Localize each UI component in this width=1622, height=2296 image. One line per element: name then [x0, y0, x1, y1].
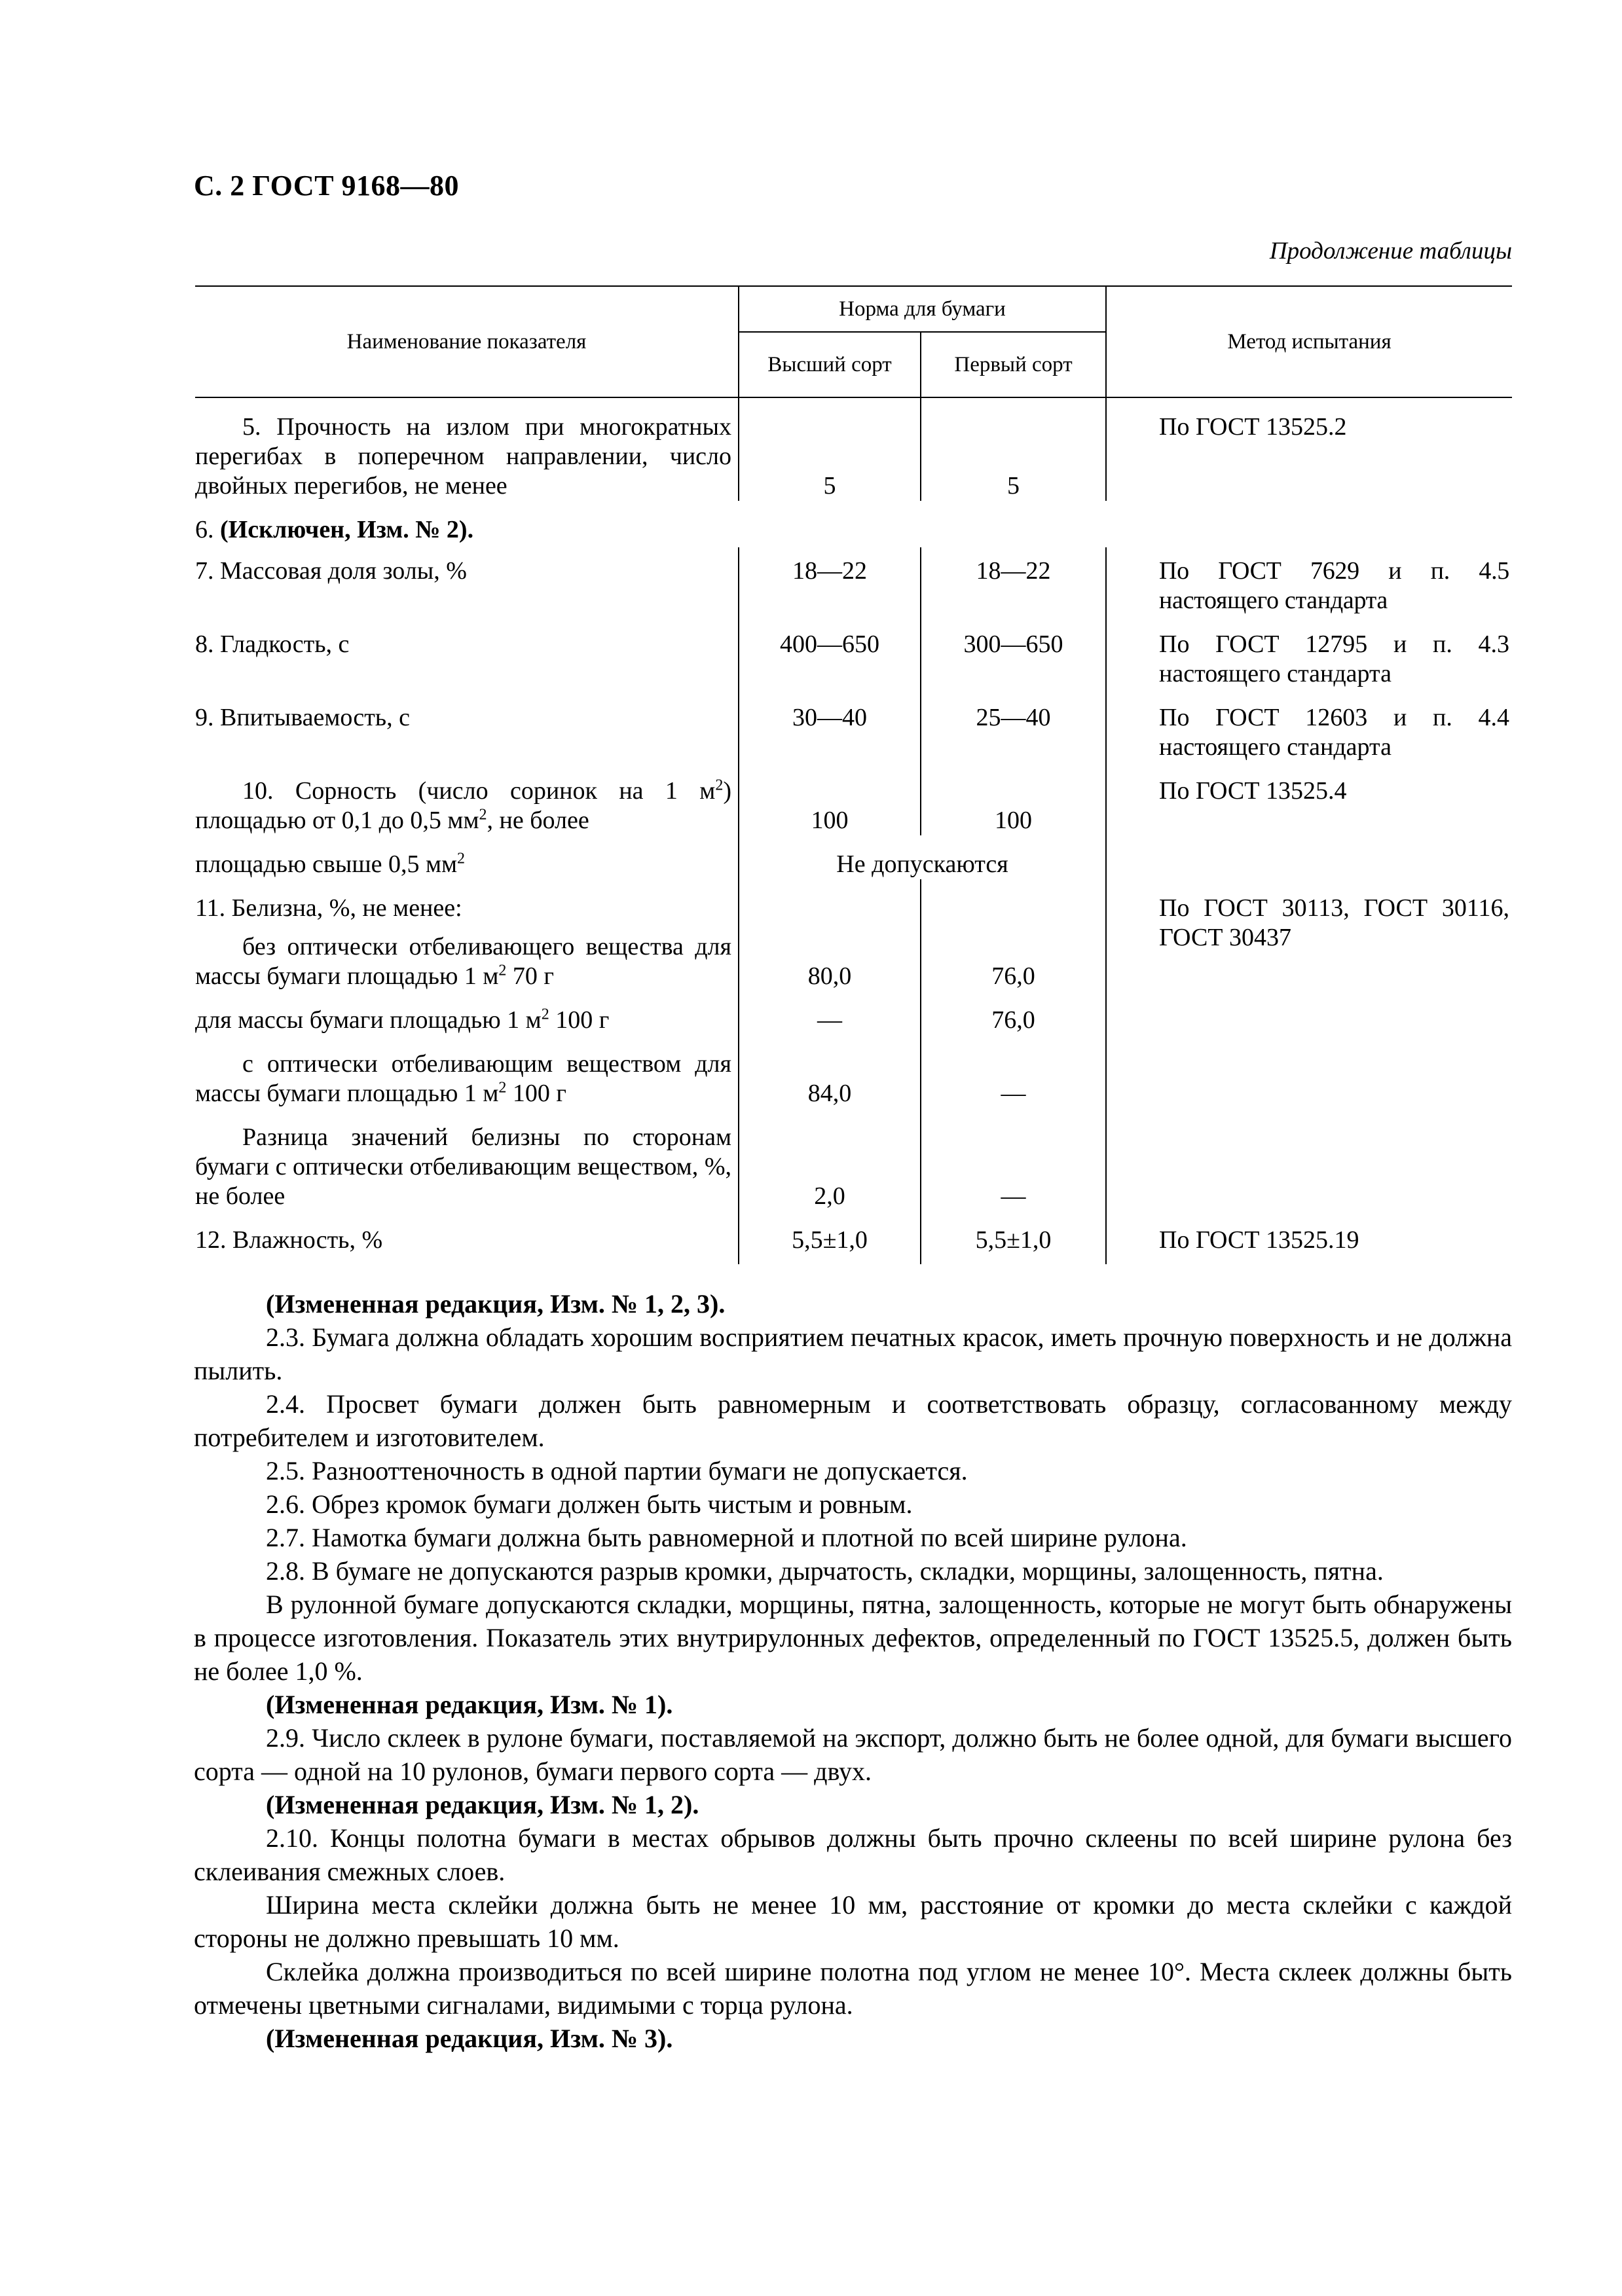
row-11a-grade-2: 76,0: [921, 923, 1106, 991]
row-11c-grade-2: —: [921, 1035, 1106, 1108]
table-row-10: [195, 762, 1512, 835]
table-row-11b: [195, 991, 1512, 1035]
table-row-10b: [195, 835, 1512, 879]
row-12-grade-2: 5,5±1,0: [921, 1211, 1106, 1264]
table-caption: Продолжение таблицы: [1269, 238, 1512, 264]
row-10b-name: площадью свыше 0,5 $мм^2$: [195, 835, 739, 879]
table-row-9: [195, 689, 1512, 762]
col-header-method: Метод испытания: [1106, 286, 1512, 397]
row-10-method: По ГОСТ 13525.4: [1159, 777, 1347, 805]
page-header: С. 2 ГОСТ 9168—80: [194, 170, 460, 202]
row-11b-name: для массы бумаги площадью 1 $м^2$ 100 г: [195, 991, 739, 1035]
clause-2-3: 2.3. Бумага должна обладать хорошим восприятием печатных красок, иметь прочную поверхность и не должна пылить.: [194, 1322, 1512, 1385]
amendment-note-3: (Измененная редакция, Изм. № 1, 2).: [266, 1790, 699, 1819]
row-10b-value: Не допускаются: [739, 835, 1106, 879]
row-10-name: 10. Сорность (число соринок на 1 $м^2$) площадью от 0,1 до 0,5 $мм^2$, не более: [195, 776, 731, 834]
table-row-11c: [195, 1035, 1512, 1108]
table-row-12: [195, 1211, 1512, 1264]
row-11a-grade-1: 80,0: [739, 923, 921, 991]
col-header-name: Наименование показателя: [195, 286, 739, 397]
row-11a-name: без оптически отбеливающего вещества для массы бумаги площадью 1 $м^2$ 70 г: [195, 933, 731, 990]
amendment-note-2: (Измененная редакция, Изм. № 1).: [266, 1690, 673, 1719]
table-row-6: [195, 501, 1512, 547]
row-7-grade-1: 18—22: [739, 547, 921, 615]
amendment-note-4: (Измененная редакция, Изм. № 3).: [266, 2024, 673, 2053]
row-11b-grade-1: —: [739, 991, 921, 1035]
table-row-7: [195, 547, 1512, 615]
row-7-name: 7. Массовая доля золы, %: [195, 547, 739, 615]
table-row-11: [195, 879, 1512, 923]
table-row-11d: [195, 1108, 1512, 1211]
row-11b-grade-2: 76,0: [921, 991, 1106, 1035]
row-8-grade-1: 400—650: [739, 615, 921, 689]
row-12-method: По ГОСТ 13525.19: [1159, 1226, 1359, 1254]
row-8-grade-2: 300—650: [921, 615, 1106, 689]
clause-2-5: 2.5. Разнооттеночность в одной партии бумаги не допускается.: [266, 1456, 968, 1485]
col-header-norm: Норма для бумаги: [739, 286, 1106, 332]
row-8-method: По ГОСТ 12795 и п. 4.3 настоящего стандарта: [1159, 630, 1510, 687]
row-10-grade-2: 100: [921, 762, 1106, 835]
row-12-grade-1: 5,5±1,0: [739, 1211, 921, 1264]
col-header-grade-1: Высший сорт: [739, 332, 921, 397]
row-11-name: 11. Белизна, %, не менее:: [195, 879, 739, 923]
clause-2-9: 2.9. Число склеек в рулоне бумаги, поставляемой на экспорт, должно быть не более одной, для бумаги высшего сорта — одной на 10 рулонов, бумаги первого сорта — двух.: [194, 1723, 1512, 1786]
clause-2-8-continued: В рулонной бумаге допускаются складки, морщины, пятна, залощенность, которые не могут быть обнаружены в процессе изготовления. Показатель этих внутрирулонных дефектов, определенный по ГОСТ 13525.5, должен быть не более 1,0 %.: [194, 1590, 1512, 1686]
clause-2-10: 2.10. Концы полотна бумаги в местах обрывов должны быть прочно склеены по всей ширине рулона без склеивания смежных слоев.: [194, 1823, 1512, 1886]
amendment-note-1: (Измененная редакция, Изм. № 1, 2, 3).: [266, 1289, 726, 1319]
body-text: [194, 1287, 1512, 2055]
row-12-name: 12. Влажность, %: [195, 1211, 739, 1264]
clause-2-8: 2.8. В бумаге не допускаются разрыв кромки, дырчатость, складки, морщины, залощенность, пятна.: [266, 1556, 1384, 1586]
row-5-name: 5. Прочность на излом при многократных перегибах в поперечном направлении, число двойных перегибов, не менее: [195, 413, 731, 500]
clause-2-4: 2.4. Просвет бумаги должен быть равномерным и соответствовать образцу, согласованному между потребителем и изготовителем.: [194, 1389, 1512, 1452]
row-11d-grade-2: —: [921, 1108, 1106, 1211]
row-6-note: (Исключен, Изм. № 2).: [220, 516, 474, 543]
specifications-table: [195, 285, 1512, 1264]
row-11c-grade-1: 84,0: [739, 1035, 921, 1108]
row-11-method: По ГОСТ 30113, ГОСТ 30116, ГОСТ 30437: [1159, 894, 1510, 951]
row-11d-grade-1: 2,0: [739, 1108, 921, 1211]
row-5-grade-1: 5: [739, 397, 921, 501]
row-11c-name: с оптически отбеливающим веществом для массы бумаги площадью 1 $м^2$ 100 г: [195, 1050, 731, 1107]
row-9-name: 9. Впитываемость, с: [195, 689, 739, 762]
clause-2-10-width: Ширина места склейки должна быть не менее 10 мм, расстояние от кромки до места склейки с каждой стороны не должно превышать 10 мм.: [194, 1890, 1512, 1953]
row-6-number: 6.: [195, 516, 214, 543]
table-row-5: [195, 397, 1512, 501]
row-8-name: 8. Гладкость, с: [195, 615, 739, 689]
col-header-grade-2: Первый сорт: [921, 332, 1106, 397]
row-9-method: По ГОСТ 12603 и п. 4.4 настоящего стандарта: [1159, 704, 1510, 761]
row-9-grade-1: 30—40: [739, 689, 921, 762]
row-11d-name: Разница значений белизны по сторонам бумаги с оптически отбеливающим веществом, %, не более: [195, 1123, 731, 1210]
clause-2-10-angle: Склейка должна производиться по всей ширине полотна под углом не менее 10°. Места склеек должны быть отмечены цветными сигналами, видимыми с торца рулона.: [194, 1957, 1512, 2020]
clause-2-6: 2.6. Обрез кромок бумаги должен быть чистым и ровным.: [266, 1489, 913, 1519]
row-10-grade-1: 100: [739, 762, 921, 835]
table-row-8: [195, 615, 1512, 689]
row-9-grade-2: 25—40: [921, 689, 1106, 762]
row-7-grade-2: 18—22: [921, 547, 1106, 615]
row-7-method: По ГОСТ 7629 и п. 4.5 настоящего стандарта: [1159, 557, 1510, 614]
clause-2-7: 2.7. Намотка бумаги должна быть равномерной и плотной по всей ширине рулона.: [266, 1523, 1187, 1552]
row-5-method: По ГОСТ 13525.2: [1159, 413, 1347, 441]
row-5-grade-2: 5: [921, 397, 1106, 501]
